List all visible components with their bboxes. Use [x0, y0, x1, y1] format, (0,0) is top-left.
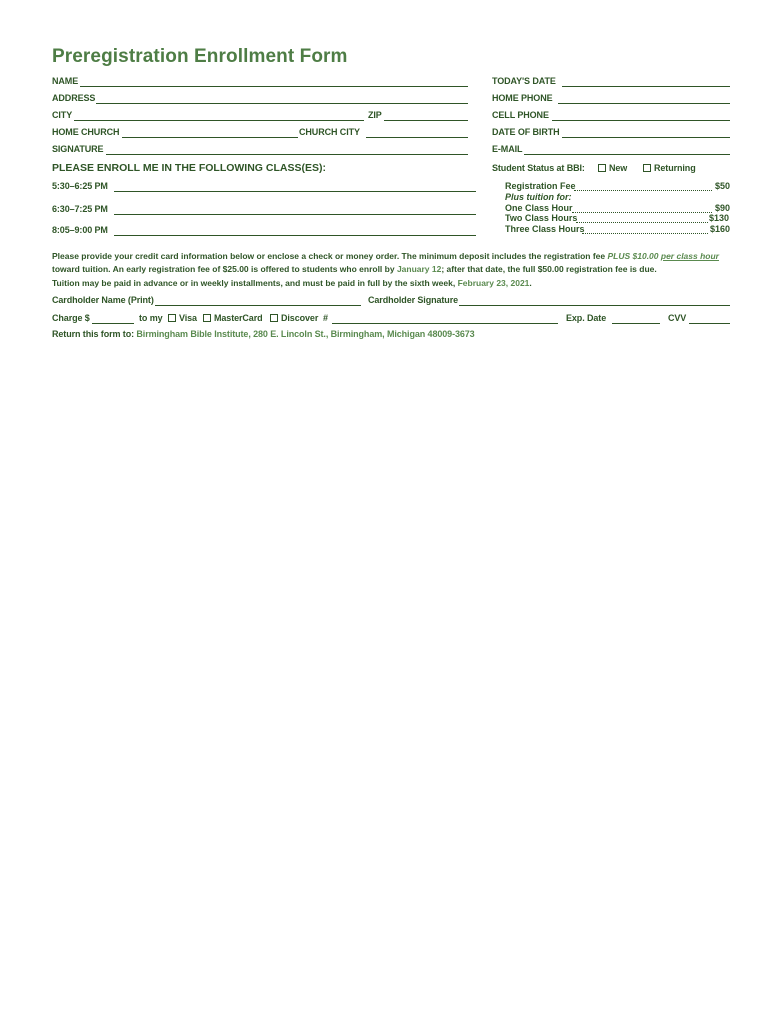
leader-dots	[572, 212, 712, 213]
address-field[interactable]	[96, 103, 468, 104]
student-status-label: Student Status at BBI:	[492, 163, 585, 173]
cell-phone-field[interactable]	[552, 120, 730, 121]
leader-dots	[576, 222, 708, 223]
fee-item-label: One Class Hour	[505, 203, 573, 213]
church-city-field[interactable]	[366, 137, 468, 138]
signature-label: SIGNATURE	[52, 144, 104, 154]
page-title: Preregistration Enrollment Form	[52, 46, 348, 67]
cardholder-name-label: Cardholder Name (Print)	[52, 295, 154, 305]
cardholder-name-field[interactable]	[155, 305, 361, 306]
home-phone-label: HOME PHONE	[492, 93, 553, 103]
tuition-instructions: Tuition may be paid in advance or in weekly installments, and must be paid in full by the sixth week, February 23, 2021.	[52, 278, 532, 288]
zip-label: ZIP	[368, 110, 382, 120]
cell-phone-label: CELL PHONE	[492, 110, 549, 120]
return-address: Return this form to: Birmingham Bible Institute, 280 E. Lincoln St., Birmingham, Michigan 48009-3673	[52, 329, 475, 339]
church-city-label: CHURCH CITY	[299, 127, 360, 137]
checkbox-icon	[598, 164, 606, 172]
leader-dots	[582, 233, 708, 234]
card-option-discover[interactable]: Discover	[270, 313, 318, 323]
home-phone-field[interactable]	[558, 103, 730, 104]
payment-instructions: Please provide your credit card information below or enclose a check or money order. The minimum deposit includes the registration fee PLUS $10.00 per class hour toward tuition. An early registration fee of $25.00 is offered to students who enroll by January 12; after that date, the full $50.00 registration fee is due.	[52, 251, 719, 274]
checkbox-icon	[643, 164, 651, 172]
cvv-label: CVV	[668, 313, 687, 323]
email-label: E-MAIL	[492, 144, 523, 154]
charge-label: Charge $	[52, 313, 90, 323]
status-option-new[interactable]: New	[598, 163, 627, 173]
home-church-label: HOME CHURCH	[52, 127, 120, 137]
class-slot-label: 6:30–7:25 PM	[52, 204, 108, 214]
checkbox-icon	[203, 314, 211, 322]
cvv-field[interactable]	[689, 323, 730, 324]
exp-date-label: Exp. Date	[566, 313, 607, 323]
address-label: ADDRESS	[52, 93, 96, 103]
fee-item-label: Three Class Hours	[505, 224, 585, 234]
card-option-visa[interactable]: Visa	[168, 313, 197, 323]
date-of-birth-field[interactable]	[562, 137, 730, 138]
class-slot-label: 8:05–9:00 PM	[52, 225, 108, 235]
signature-field[interactable]	[106, 154, 468, 155]
todays-date-label: TODAY'S DATE	[492, 76, 556, 86]
name-label: NAME	[52, 76, 79, 86]
home-church-field[interactable]	[122, 137, 298, 138]
card-number-field[interactable]	[332, 323, 558, 324]
registration-fee-label: Registration Fee	[505, 181, 576, 191]
city-field[interactable]	[74, 120, 364, 121]
status-option-returning[interactable]: Returning	[643, 163, 696, 173]
city-label: CITY	[52, 110, 73, 120]
leader-dots	[574, 190, 712, 191]
fee-item-amount: $130	[709, 213, 730, 223]
registration-fee-amount: $50	[715, 181, 731, 191]
todays-date-field[interactable]	[562, 86, 730, 87]
cardholder-signature-label: Cardholder Signature	[368, 295, 459, 305]
fee-item-label: Two Class Hours	[505, 213, 578, 223]
class-slot-field[interactable]	[114, 214, 476, 215]
checkbox-icon	[270, 314, 278, 322]
card-option-mastercard[interactable]: MasterCard	[203, 313, 263, 323]
to-my-label: to my	[139, 313, 163, 323]
name-field[interactable]	[80, 86, 468, 87]
class-slot-field[interactable]	[114, 191, 476, 192]
fee-item-amount: $160	[710, 224, 731, 234]
date-of-birth-label: DATE OF BIRTH	[492, 127, 560, 137]
class-slot-label: 5:30–6:25 PM	[52, 181, 108, 191]
charge-amount-field[interactable]	[92, 323, 134, 324]
fee-item-amount: $90	[715, 203, 731, 213]
zip-field[interactable]	[384, 120, 468, 121]
exp-date-field[interactable]	[612, 323, 660, 324]
class-slot-field[interactable]	[114, 235, 476, 236]
email-field[interactable]	[524, 154, 730, 155]
checkbox-icon	[168, 314, 176, 322]
classes-heading: PLEASE ENROLL ME IN THE FOLLOWING CLASS(ES):	[52, 162, 326, 174]
cardholder-signature-field[interactable]	[459, 305, 730, 306]
plus-tuition-label: Plus tuition for:	[505, 192, 572, 202]
card-number-label: #	[323, 313, 328, 323]
